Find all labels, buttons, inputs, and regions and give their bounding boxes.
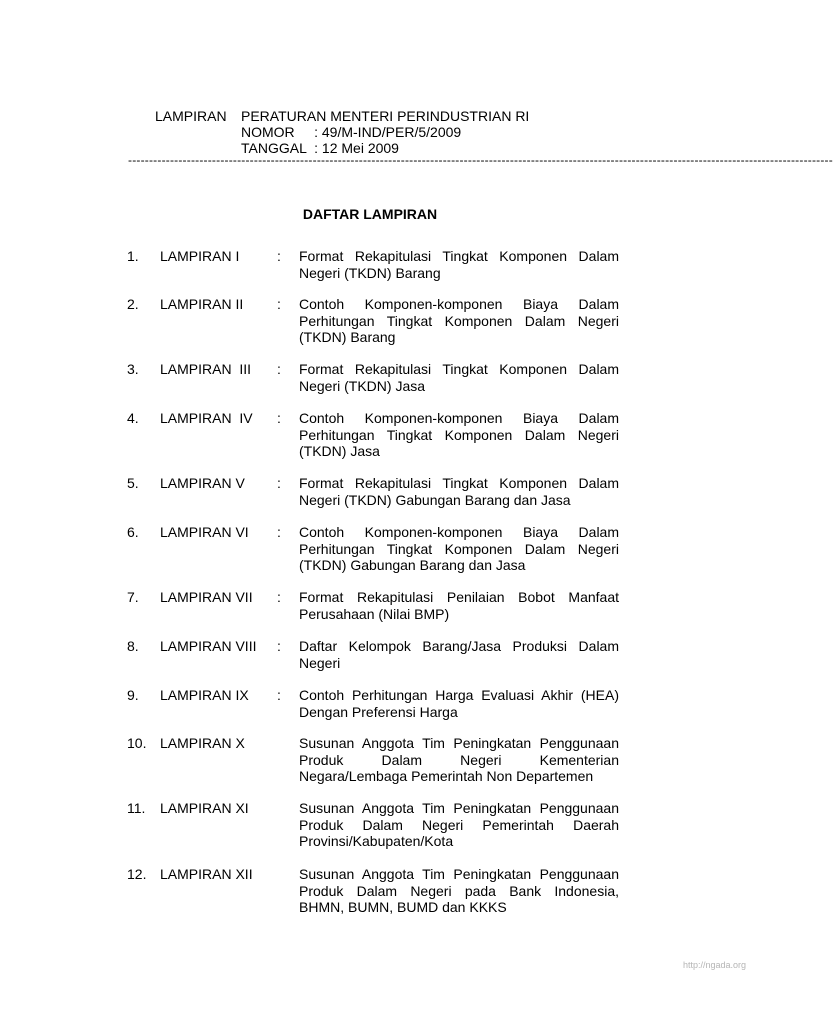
item-label: LAMPIRAN V bbox=[160, 475, 245, 491]
item-number: 1. bbox=[127, 248, 139, 264]
item-label: LAMPIRAN I bbox=[160, 248, 240, 264]
regulation-title: PERATURAN MENTERI PERINDUSTRIAN RI bbox=[241, 108, 530, 124]
separator-line: ------------------------------------------------------------------------------------------------------------------------------------------------------------------------ bbox=[128, 153, 833, 167]
item-label: LAMPIRAN IV bbox=[160, 410, 253, 426]
item-number: 12. bbox=[127, 866, 147, 882]
description-line: Contoh Komponen-komponen Biaya Dalam bbox=[299, 524, 619, 540]
item-description bbox=[299, 687, 619, 720]
item-description bbox=[299, 735, 619, 785]
item-colon: : bbox=[277, 687, 281, 703]
item-description bbox=[299, 410, 619, 460]
description-line: Negeri (TKDN) Jasa bbox=[299, 377, 426, 394]
description-line: Susunan Anggota Tim Peningkatan Penggunaan bbox=[299, 735, 619, 751]
item-number: 3. bbox=[127, 361, 139, 377]
item-number: 7. bbox=[127, 589, 139, 605]
item-description bbox=[299, 296, 619, 346]
item-number: 2. bbox=[127, 296, 139, 312]
item-description bbox=[299, 638, 619, 671]
item-number: 6. bbox=[127, 524, 139, 540]
item-colon: : bbox=[277, 361, 281, 377]
item-number: 5. bbox=[127, 475, 139, 491]
item-label: LAMPIRAN XI bbox=[160, 800, 249, 816]
description-line: Contoh Perhitungan Harga Evaluasi Akhir (HEA) bbox=[299, 687, 619, 703]
item-description bbox=[299, 589, 619, 622]
item-label: LAMPIRAN VIII bbox=[160, 638, 257, 654]
item-description bbox=[299, 866, 619, 916]
description-line: Format Rekapitulasi Tingkat Komponen Dalam bbox=[299, 248, 619, 264]
item-colon: : bbox=[277, 524, 281, 540]
description-line: Susunan Anggota Tim Peningkatan Penggunaan bbox=[299, 800, 619, 816]
page-title: DAFTAR LAMPIRAN bbox=[302, 206, 438, 222]
description-line: Daftar Kelompok Barang/Jasa Produksi Dalam bbox=[299, 638, 619, 654]
description-line: Negeri bbox=[299, 654, 341, 671]
item-description bbox=[299, 800, 619, 850]
tanggal-line: TANGGAL : 12 Mei 2009 bbox=[241, 140, 399, 156]
description-line: Perhitungan Tingkat Komponen Dalam Negeri bbox=[299, 426, 619, 443]
item-number: 10. bbox=[127, 735, 147, 751]
item-number: 9. bbox=[127, 687, 139, 703]
description-line: Format Rekapitulasi Tingkat Komponen Dalam bbox=[299, 475, 619, 491]
item-number: 8. bbox=[127, 638, 139, 654]
description-line: Produk Dalam Negeri pada Bank Indonesia, bbox=[299, 882, 619, 899]
item-label: LAMPIRAN III bbox=[160, 361, 252, 377]
description-line: Produk Dalam Negeri Kementerian bbox=[299, 751, 619, 768]
lampiran-heading-label: LAMPIRAN bbox=[155, 108, 227, 124]
description-line: Provinsi/Kabupaten/Kota bbox=[299, 833, 454, 849]
description-line: (TKDN) Jasa bbox=[299, 443, 380, 459]
description-line: BHMN, BUMN, BUMD dan KKKS bbox=[299, 899, 507, 915]
description-line: Dengan Preferensi Harga bbox=[299, 703, 458, 720]
description-line: Contoh Komponen-komponen Biaya Dalam bbox=[299, 296, 619, 312]
description-line: Negeri (TKDN) Gabungan Barang dan Jasa bbox=[299, 491, 571, 508]
nomor-line: NOMOR : 49/M-IND/PER/5/2009 bbox=[241, 124, 462, 140]
description-line: Negeri (TKDN) Barang bbox=[299, 264, 441, 281]
item-label: LAMPIRAN X bbox=[160, 735, 245, 751]
description-line: (TKDN) Barang bbox=[299, 329, 396, 345]
item-description bbox=[299, 248, 619, 281]
item-description bbox=[299, 361, 619, 394]
source-watermark: http://ngada.org bbox=[682, 960, 746, 970]
description-line: Susunan Anggota Tim Peningkatan Penggunaan bbox=[299, 866, 619, 882]
description-line: (TKDN) Gabungan Barang dan Jasa bbox=[299, 557, 526, 573]
description-line: Perusahaan (Nilai BMP) bbox=[299, 605, 450, 622]
description-line: Format Rekapitulasi Penilaian Bobot Manfaat bbox=[299, 589, 619, 605]
item-description bbox=[299, 524, 619, 574]
item-colon: : bbox=[277, 410, 281, 426]
description-line: Contoh Komponen-komponen Biaya Dalam bbox=[299, 410, 619, 426]
item-colon: : bbox=[277, 248, 281, 264]
item-colon: : bbox=[277, 475, 281, 491]
description-line: Produk Dalam Negeri Pemerintah Daerah bbox=[299, 816, 619, 833]
description-line: Perhitungan Tingkat Komponen Dalam Negeri bbox=[299, 312, 619, 329]
item-label: LAMPIRAN VII bbox=[160, 589, 253, 605]
item-colon: : bbox=[277, 638, 281, 654]
item-colon: : bbox=[277, 296, 281, 312]
description-line: Format Rekapitulasi Tingkat Komponen Dalam bbox=[299, 361, 619, 377]
item-description bbox=[299, 475, 619, 508]
item-colon: : bbox=[277, 589, 281, 605]
item-label: LAMPIRAN IX bbox=[160, 687, 249, 703]
item-label: LAMPIRAN VI bbox=[160, 524, 249, 540]
item-label: LAMPIRAN XII bbox=[160, 866, 253, 882]
item-label: LAMPIRAN II bbox=[160, 296, 244, 312]
description-line: Perhitungan Tingkat Komponen Dalam Negeri bbox=[299, 540, 619, 557]
description-line: Negara/Lembaga Pemerintah Non Departemen bbox=[299, 768, 594, 784]
item-number: 11. bbox=[127, 800, 146, 816]
item-number: 4. bbox=[127, 410, 139, 426]
